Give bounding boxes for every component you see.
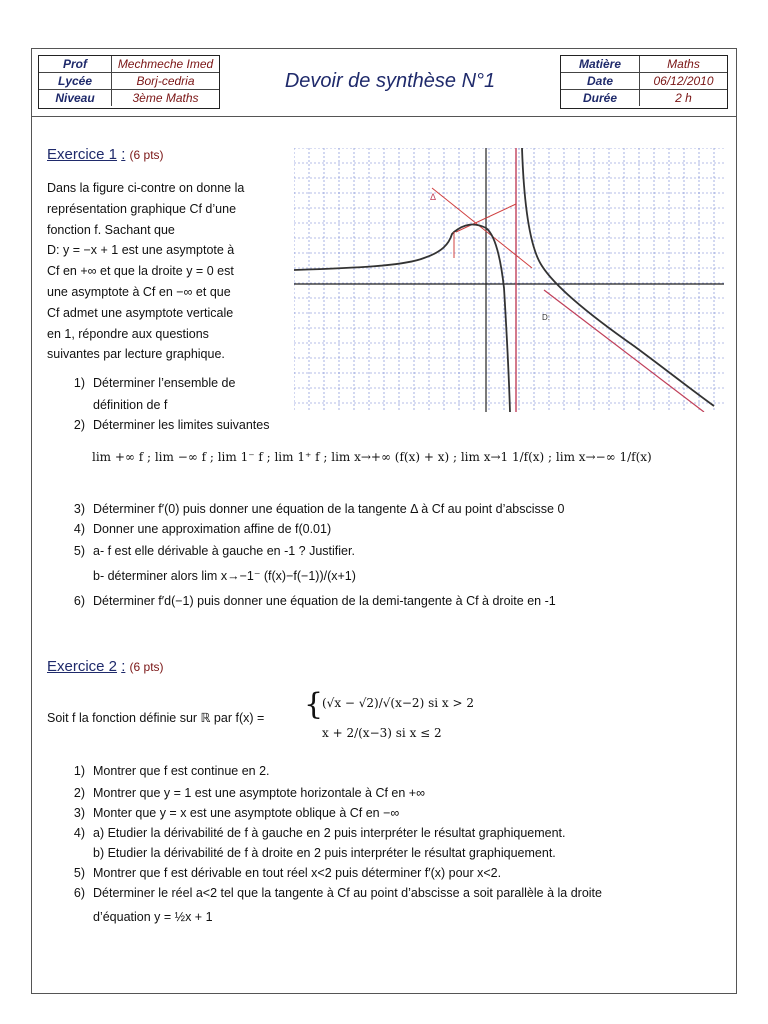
- question-text: Déterminer l’ensemble de: [93, 376, 236, 390]
- question-text: Déterminer le réel a<2 tel que la tangente à Cf au point d’abscisse a soit parallèle à la droite: [93, 886, 602, 900]
- question-number: 3): [73, 502, 85, 516]
- ex1-question-1b: [55, 398, 167, 412]
- d-label: D:: [542, 313, 550, 322]
- question-number: [55, 846, 93, 860]
- question-text: a- f est elle dérivable à gauche en -1 ? Justifier.: [93, 544, 355, 558]
- curve-right-branch: [522, 148, 714, 406]
- ex1-question-5b: [55, 568, 356, 583]
- question-number: 3): [73, 806, 85, 820]
- exercise-2-points: (6 pts): [129, 660, 164, 674]
- header-value: 06/12/2010: [653, 74, 714, 88]
- header-row-matiere: [561, 56, 727, 73]
- header-key: Durée: [561, 90, 640, 106]
- intro-line: Dans la figure ci-contre on donne la: [47, 181, 245, 195]
- ex2-case-2: x + 2/(x−3) si x ≤ 2: [322, 726, 442, 740]
- header-row-date: [561, 73, 727, 90]
- question-number: 4): [73, 522, 85, 536]
- header-row-prof: [39, 56, 219, 73]
- header-key: Matière: [561, 56, 640, 72]
- question-number: 6): [73, 886, 85, 900]
- header-key: Lycée: [39, 73, 112, 89]
- header-row-niveau: [39, 90, 219, 106]
- header-value: 2 h: [675, 91, 692, 105]
- ex1-question-2: [55, 418, 269, 432]
- limits-text: lim +∞ f ; lim −∞ f ; lim 1⁻ f ; lim 1⁺ f ; lim x→+∞ (f(x) + x) ; lim x→1 1/f(x) ; lim x→−∞ 1/f(x): [92, 450, 652, 464]
- question-text: Déterminer f′(0) puis donner une équation de la tangente Δ à Cf au point d’abscisse 0: [93, 502, 565, 516]
- exercise-1-label: Exercice 1: [47, 146, 118, 163]
- question-text: a) Etudier la dérivabilité de f à gauche en 2 puis interpréter le résultat graphiquement.: [93, 826, 566, 840]
- ex1-question-5a: [55, 544, 355, 558]
- question-number: 5): [73, 866, 85, 880]
- intro-line: fonction f. Sachant que: [47, 222, 175, 237]
- header-row-lycee: [39, 73, 219, 90]
- header-key: Date: [561, 73, 640, 89]
- header-row-duree: [561, 90, 727, 106]
- tangent-delta: [432, 188, 532, 268]
- question-number: 1): [73, 764, 85, 778]
- intro-line: suivantes par lecture graphique.: [47, 347, 225, 362]
- ex1-question-4: [55, 522, 331, 536]
- question-text: Déterminer f′d(−1) puis donner une équation de la demi-tangente à Cf à droite en -1: [93, 594, 556, 608]
- intro-line: Cf admet une asymptote verticale: [47, 305, 234, 320]
- delta-label: Δ: [430, 192, 437, 202]
- question-text: Montrer que f est dérivable en tout réel x<2 puis déterminer f′(x) pour x<2.: [93, 866, 502, 880]
- function-graph: [294, 148, 724, 412]
- intro-line: D: y = −x + 1 est une asymptote à: [47, 243, 235, 258]
- intro-line: en 1, répondre aux questions: [47, 326, 209, 341]
- header-value: 3ème Maths: [132, 91, 199, 105]
- ex2-question-5: [55, 866, 501, 880]
- intro-line: une asymptote à Cf en −∞ et que: [47, 284, 231, 299]
- exercise-1-title: Exercice 1 : (6 pts): [47, 146, 164, 163]
- ex1-question-1: [55, 376, 235, 390]
- intro-line: représentation graphique Cf d’une: [47, 201, 237, 216]
- question-number: [55, 398, 93, 412]
- header-key: Niveau: [39, 90, 112, 106]
- header-separator: [31, 116, 737, 117]
- question-text: Déterminer les limites suivantes: [93, 418, 270, 432]
- question-number: 4): [73, 826, 85, 840]
- intro-line: Cf en +∞ et que la droite y = 0 est: [47, 264, 234, 279]
- ex1-question-3: [55, 502, 564, 516]
- question-text: Monter que y = x est une asymptote oblique à Cf en −∞: [93, 806, 400, 820]
- exercise-1-points: (6 pts): [129, 148, 164, 162]
- limits-formula: [92, 450, 652, 464]
- ex2-question-3: [55, 806, 399, 820]
- ex2-question-4b: [55, 846, 556, 860]
- header-value: Borj-cedria: [136, 74, 195, 88]
- exercise-1-intro: [47, 178, 287, 365]
- header-value: Mechmeche Imed: [117, 57, 214, 71]
- ex1-question-6: [55, 594, 556, 608]
- ex2-question-6b: [55, 910, 213, 924]
- question-text: b) Etudier la dérivabilité de f à droite en 2 puis interpréter le résultat graphiquement.: [93, 846, 556, 860]
- question-number: [55, 910, 93, 924]
- exercise-2-title: Exercice 2 : (6 pts): [47, 658, 164, 675]
- question-text: Montrer que f est continue en 2.: [93, 764, 270, 778]
- question-number: 5): [73, 544, 85, 558]
- question-text: d’équation y = ½x + 1: [93, 910, 213, 924]
- question-text: Montrer que y = 1 est une asymptote horizontale à Cf en +∞: [93, 786, 426, 800]
- ex2-question-1: [55, 764, 270, 778]
- ex2-case-1: (√x − √2)/√(x−2) si x > 2: [322, 696, 474, 710]
- ex2-definition-text: Soit f la fonction définie sur ℝ par f(x) =: [47, 711, 265, 725]
- question-number: 2): [73, 786, 85, 800]
- exercise-2-label: Exercice 2: [47, 658, 118, 675]
- curve-left-branch: [294, 225, 510, 412]
- header-left-table: [38, 55, 220, 109]
- header-key: Prof: [39, 56, 112, 72]
- ex2-question-6: [55, 886, 602, 900]
- question-text: Donner une approximation affine de f(0.01): [93, 522, 332, 536]
- ex2-question-4a: [55, 826, 566, 840]
- header-value: Maths: [667, 57, 700, 71]
- question-number: [55, 568, 93, 583]
- question-number: 2): [73, 418, 85, 432]
- page-title: Devoir de synthèse N°1: [284, 70, 496, 92]
- brace-icon: {: [304, 687, 324, 722]
- question-number: 1): [73, 376, 85, 390]
- ex2-question-2: [55, 786, 425, 800]
- header-right-table: [560, 55, 728, 109]
- question-text: définition de f: [93, 398, 168, 412]
- question-text: b- déterminer alors lim x→−1⁻ (f(x)−f(−1))/(x+1): [93, 569, 356, 583]
- question-number: 6): [73, 594, 85, 608]
